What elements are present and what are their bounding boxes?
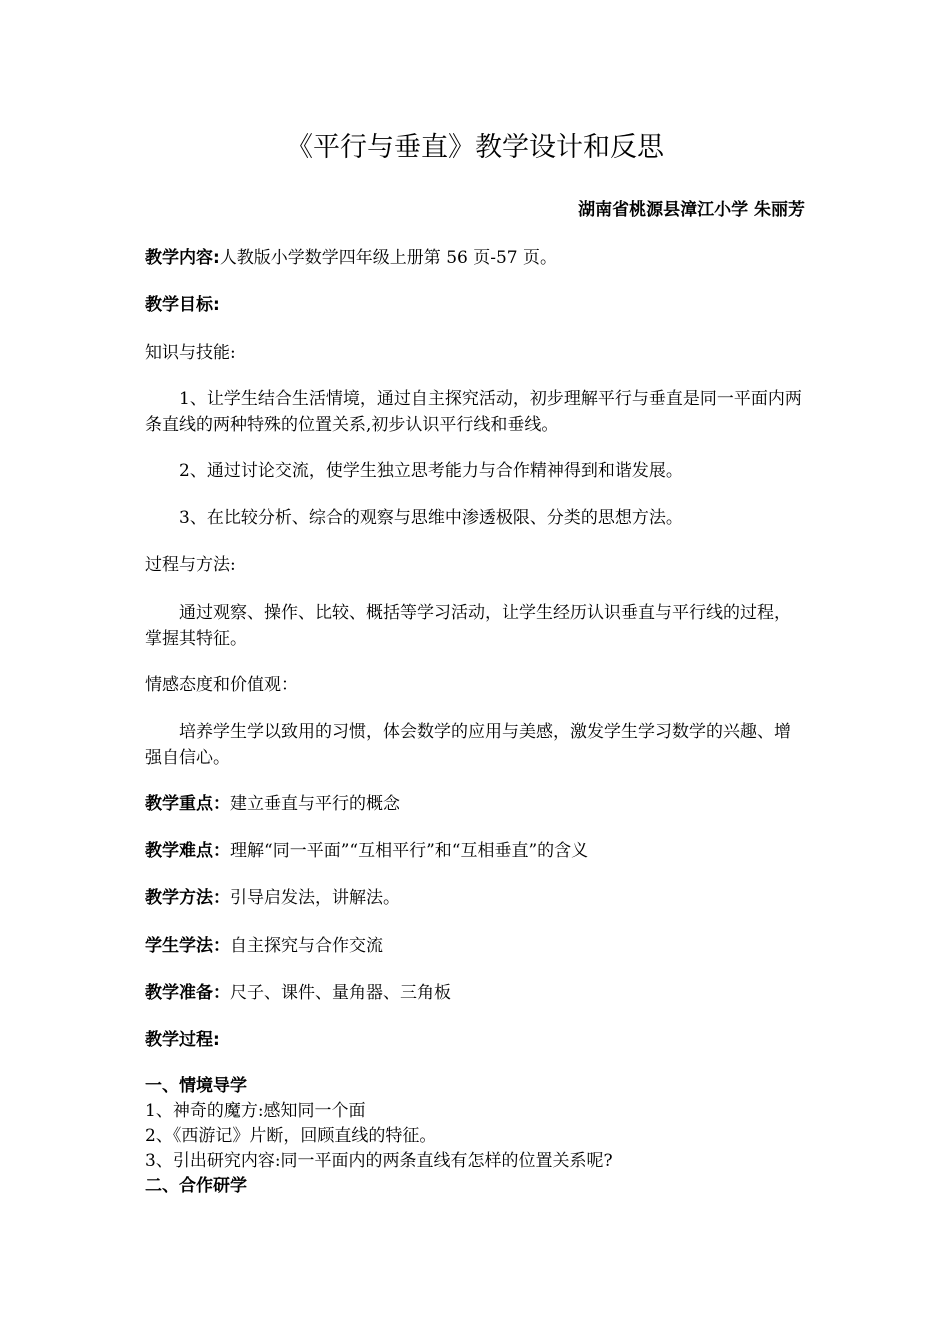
content-text: 人教版小学数学四年级上册第 56 页-57 页。	[219, 248, 558, 268]
emotion-label: 情感态度和价值观：	[145, 675, 298, 695]
prep-line	[145, 980, 807, 1006]
knowledge-item-2: 2、通过讨论交流，使学生独立思考能力与合作精神得到和谐发展。	[179, 461, 683, 481]
knowledge-item-1: 1、让学生结合生活情境，通过自主探究活动，初步理解平行与垂直是同一平面内两条直线的两种特殊的位置关系,初步认识平行线和垂线。	[145, 389, 802, 435]
process-text: 通过观察、操作、比较、概括等学习活动，让学生经历认识垂直与平行线的过程，掌握其特征。	[145, 603, 791, 649]
difficulty-label: 教学难点：	[145, 841, 230, 861]
section-1-item: 2、《西游记》片断，回顾直线的特征。	[145, 1126, 437, 1146]
emotion-text: 培养学生学以致用的习惯，体会数学的应用与美感，激发学生学习数学的兴趣、增强自信心。	[145, 722, 791, 768]
key-point-line	[145, 791, 807, 817]
method-label: 教学方法：	[145, 888, 230, 908]
author-line: 湖南省桃源县漳江小学 朱丽芳	[578, 200, 805, 220]
knowledge-item-3: 3、在比较分析、综合的观察与思维中渗透极限、分类的思想方法。	[179, 508, 683, 528]
prep-text: 尺子、课件、量角器、三角板	[230, 983, 451, 1003]
goals-label: 教学目标:	[145, 295, 220, 315]
knowledge-label: 知识与技能:	[145, 343, 236, 363]
difficulty-line	[145, 838, 807, 864]
section-1-item: 1、神奇的魔方:感知同一个面	[145, 1101, 366, 1121]
study-line	[145, 933, 807, 959]
key-point-text: 建立垂直与平行的概念	[230, 794, 400, 814]
document-title: 《平行与垂直》教学设计和反思	[286, 132, 664, 163]
prep-label: 教学准备：	[145, 983, 230, 1003]
section-1-heading: 一、情境导学	[145, 1076, 247, 1096]
method-line	[145, 885, 807, 911]
content-line	[145, 245, 807, 271]
section-1	[145, 1074, 807, 1199]
study-label: 学生学法：	[145, 936, 230, 956]
section-1-item: 3、引出研究内容:同一平面内的两条直线有怎样的位置关系呢?	[145, 1151, 613, 1171]
process-label: 过程与方法:	[145, 555, 236, 575]
content-label: 教学内容:	[145, 248, 220, 268]
key-point-label: 教学重点：	[145, 794, 230, 814]
section-2-heading: 二、合作研学	[145, 1176, 247, 1196]
procedure-label: 教学过程:	[145, 1030, 220, 1050]
method-text: 引导启发法，讲解法。	[230, 888, 400, 908]
study-text: 自主探究与合作交流	[230, 936, 383, 956]
difficulty-text: 理解“同一平面”“互相平行”和“互相垂直”的含义	[230, 841, 589, 861]
